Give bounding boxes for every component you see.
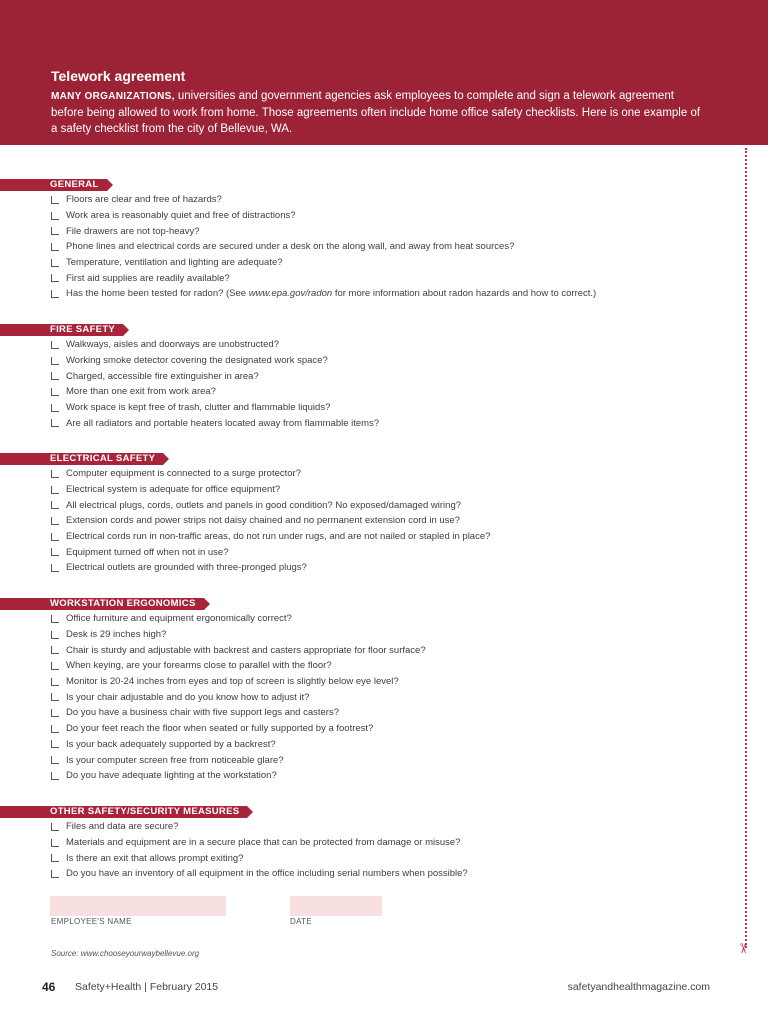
checkbox-icon[interactable] (51, 870, 59, 878)
checkbox-icon[interactable] (51, 486, 59, 494)
checklist-item[interactable]: Electrical outlets are grounded with three-pronged plugs? (0, 560, 740, 576)
source-citation: Source: www.chooseyourwaybellevue.org (51, 949, 200, 958)
checkbox-icon[interactable] (51, 196, 59, 204)
checkbox-icon[interactable] (51, 772, 59, 780)
article-title: Telework agreement (51, 68, 186, 84)
checklist-item[interactable]: Do you have a business chair with five support legs and casters? (0, 705, 740, 721)
checkbox-icon[interactable] (51, 854, 59, 862)
checkbox-icon[interactable] (51, 212, 59, 220)
header-banner (0, 0, 768, 145)
checklist-item[interactable]: Equipment turned off when not in use? (0, 544, 740, 560)
date-field[interactable] (290, 896, 382, 916)
radon-link[interactable]: www.epa.gov/radon (248, 288, 333, 300)
checklist-item[interactable]: Do your feet reach the floor when seated or fully supported by a footrest? (0, 721, 740, 737)
checkbox-icon[interactable] (51, 404, 59, 412)
section-other-safety-security (0, 801, 740, 882)
checklist-item[interactable]: Working smoke detector covering the designated work space? (0, 353, 740, 369)
checklist-item[interactable]: File drawers are not top-heavy? (0, 223, 740, 239)
checklist-item[interactable]: Phone lines and electrical cords are secured under a desk on the along wall, and away from heat sources? (0, 239, 740, 255)
checklist-item[interactable]: Computer equipment is connected to a surge protector? (0, 466, 740, 482)
checklist-item[interactable]: Chair is sturdy and adjustable with backrest and casters appropriate for floor surface? (0, 642, 740, 658)
checklist-item[interactable]: Files and data are secure? (0, 819, 740, 835)
scissors-icon: ✂ (735, 942, 752, 955)
checklist-item[interactable]: First aid supplies are readily available? (0, 270, 740, 286)
checkbox-icon[interactable] (51, 756, 59, 764)
employee-name-label: EMPLOYEE'S NAME (51, 917, 132, 926)
checkbox-icon[interactable] (51, 290, 59, 298)
section-title: ELECTRICAL SAFETY (0, 453, 163, 465)
checklist-item[interactable]: Do you have adequate lighting at the workstation? (0, 768, 740, 784)
checkbox-icon[interactable] (51, 470, 59, 478)
checkbox-icon[interactable] (51, 517, 59, 525)
checklist-item[interactable]: Floors are clear and free of hazards? (0, 192, 740, 208)
checklist-item[interactable]: Desk is 29 inches high? (0, 627, 740, 643)
checkbox-icon[interactable] (51, 548, 59, 556)
checklist-item[interactable]: Work space is kept free of trash, clutter and flammable liquids? (0, 400, 740, 416)
section-fire-safety (0, 319, 740, 431)
checkbox-icon[interactable] (51, 662, 59, 670)
checkbox-icon[interactable] (51, 823, 59, 831)
checkbox-icon[interactable] (51, 341, 59, 349)
section-title: OTHER SAFETY/SECURITY MEASURES (0, 806, 247, 818)
section-workstation-ergonomics (0, 593, 740, 784)
checkbox-icon[interactable] (51, 388, 59, 396)
checkbox-icon[interactable] (51, 740, 59, 748)
checkbox-icon[interactable] (51, 709, 59, 717)
checkbox-icon[interactable] (51, 501, 59, 509)
checkbox-icon[interactable] (51, 259, 59, 267)
checkbox-icon[interactable] (51, 839, 59, 847)
intro-lead: MANY ORGANIZATIONS, (51, 91, 175, 102)
checklist-item[interactable]: Materials and equipment are in a secure place that can be protected from damage or misuse? (0, 835, 740, 851)
checklist-item[interactable]: Do you have an inventory of all equipment in the office including serial numbers when possible? (0, 866, 740, 882)
checklist-item[interactable]: Is your chair adjustable and do you know how to adjust it? (0, 689, 740, 705)
footer-url: safetyandhealthmagazine.com (567, 981, 710, 993)
checkbox-icon[interactable] (51, 693, 59, 701)
intro-text (51, 88, 701, 137)
checklist-item[interactable]: Electrical system is adequate for office equipment? (0, 482, 740, 498)
section-title: GENERAL (0, 179, 107, 191)
checklist-item[interactable]: Is there an exit that allows prompt exiting? (0, 850, 740, 866)
checklist-item[interactable]: Office furniture and equipment ergonomically correct? (0, 611, 740, 627)
checklist-item[interactable]: When keying, are your forearms close to parallel with the floor? (0, 658, 740, 674)
section-title: WORKSTATION ERGONOMICS (0, 598, 204, 610)
checkbox-icon[interactable] (51, 533, 59, 541)
checklist-item[interactable]: Monitor is 20-24 inches from eyes and top of screen is slightly below eye level? (0, 674, 740, 690)
publication-info: Safety+Health | February 2015 (75, 981, 219, 993)
checkbox-icon[interactable] (51, 419, 59, 427)
cut-line (745, 148, 747, 948)
section-general (0, 174, 740, 302)
checklist-item[interactable]: Walkways, aisles and doorways are unobstructed? (0, 337, 740, 353)
checklist-item[interactable]: Charged, accessible fire extinguisher in area? (0, 368, 740, 384)
checkbox-icon[interactable] (51, 631, 59, 639)
checkbox-icon[interactable] (51, 357, 59, 365)
checklist-item[interactable]: Work area is reasonably quiet and free of distractions? (0, 208, 740, 224)
checkbox-icon[interactable] (51, 615, 59, 623)
checklist-item[interactable]: Are all radiators and portable heaters located away from flammable items? (0, 415, 740, 431)
checklist-item[interactable]: Extension cords and power strips not daisy chained and no permanent extension cord in use? (0, 513, 740, 529)
date-label: DATE (290, 917, 312, 926)
checkbox-icon[interactable] (51, 646, 59, 654)
section-electrical-safety (0, 448, 740, 576)
checklist-item[interactable]: More than one exit from work area? (0, 384, 740, 400)
checklist-item[interactable]: Temperature, ventilation and lighting are adequate? (0, 255, 740, 271)
checkbox-icon[interactable] (51, 243, 59, 251)
checkbox-icon[interactable] (51, 227, 59, 235)
page-number: 46 (42, 980, 56, 994)
checklist-item[interactable]: Electrical cords run in non-traffic areas, do not run under rugs, and are not nailed or stapled in place? (0, 529, 740, 545)
checklist-item[interactable]: Is your computer screen free from noticeable glare? (0, 752, 740, 768)
checkbox-icon[interactable] (51, 725, 59, 733)
intro-body: universities and government agencies ask employees to complete and sign a telework agreement before being allowed to work from home. Those agreements often include home office safety checklists. Here is one example of a safety checklist from the city of Bellevue, WA. (51, 90, 701, 135)
checkbox-icon[interactable] (51, 678, 59, 686)
checkbox-icon[interactable] (51, 274, 59, 282)
section-title: FIRE SAFETY (0, 324, 123, 336)
checklist-item[interactable]: Is your back adequately supported by a backrest? (0, 737, 740, 753)
employee-name-field[interactable] (50, 896, 226, 916)
checklist-item-radon[interactable]: Has the home been tested for radon? (See www.epa.gov/radon for more information about radon hazards and how to correct.) (0, 286, 740, 302)
checkbox-icon[interactable] (51, 564, 59, 572)
checkbox-icon[interactable] (51, 372, 59, 380)
checklist-item[interactable]: All electrical plugs, cords, outlets and panels in good condition? No exposed/damaged wiring? (0, 497, 740, 513)
